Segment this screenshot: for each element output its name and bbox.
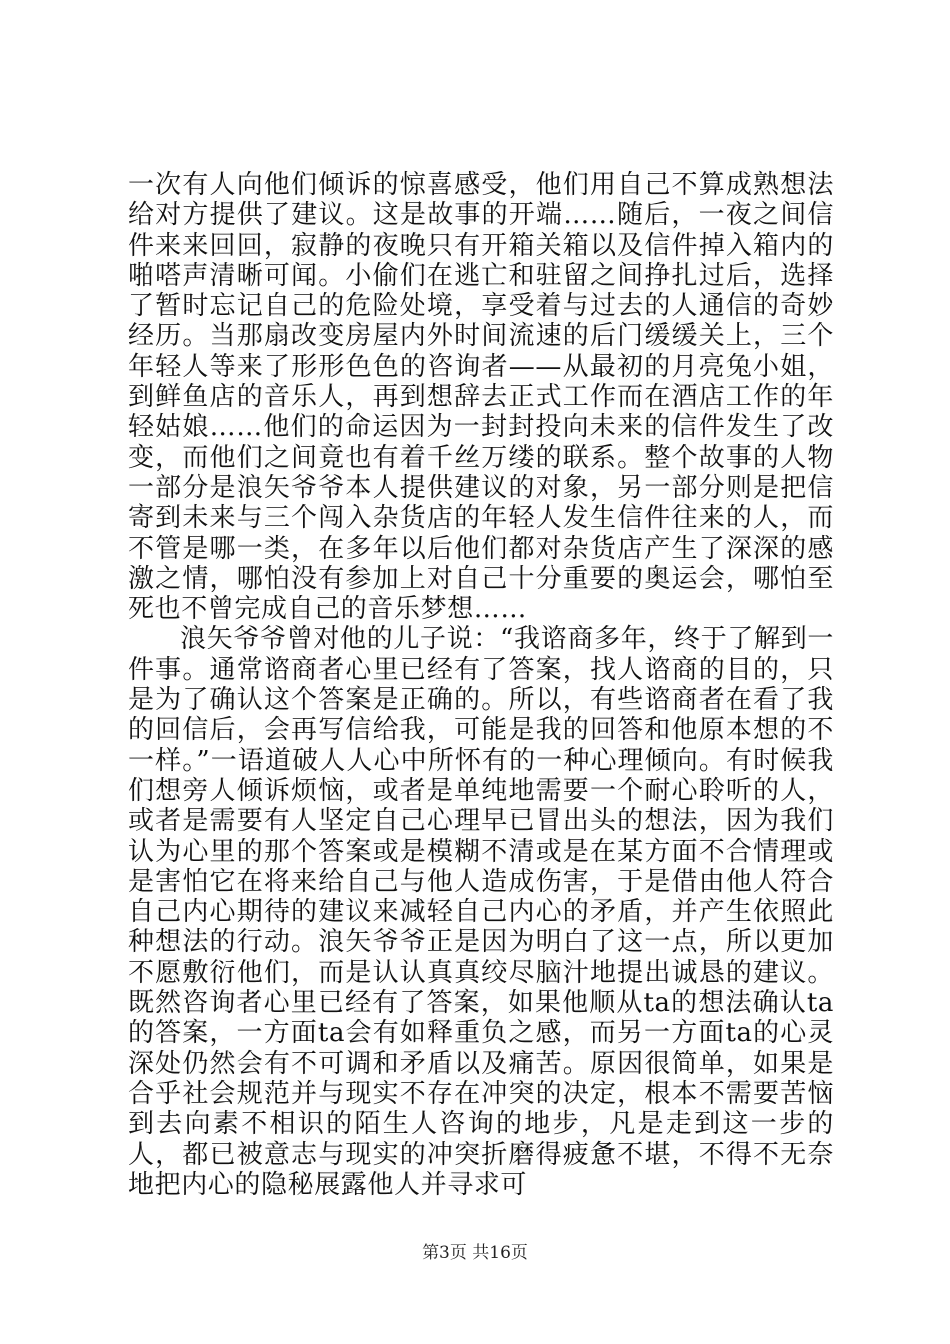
paragraph-2: 浪矢爷爷曾对他的儿子说：“我谘商多年，终于了解到一件事。通常谘商者心里已经有了答案，找人谘商的目的，只是为了确认这个答案是正确的。所以，有些谘商者在看了我的回信后，会再写信给我，可能是我的回答和他原本想的不一样。”一语道破人人心中所怀有的一种心理倾向。有时候我们想旁人倾诉烦恼，或者是单纯地需要一个耐心聆听的人，或者是需要有人坚定自己心理早已冒出头的想法，因为我们认为心里的那个答案或是模糊不清或是在某方面不合情理或是害怕它在将来给自己与他人造成伤害，于是借由他人符合自己内心期待的建议来减轻自己内心的矛盾，并产生依照此种想法的行动。浪矢爷爷正是因为明白了这一点，所以更加不愿敷衍他们，而是认认真真绞尽脑汁地提出诚恳的建议。既然咨询者心里已经有了答案，如果他顺从ta的想法确认ta的答案，一方面ta会有如释重负之感，而另一方面ta的心灵深处仍然会有不可调和矛盾以及痛苦。原因很简单，如果是合乎社会规范并与现实不存在冲突的决定，根本不需要苦恼到去向素不相识的陌生人咨询的地步，凡是走到这一步的人，都已被意志与现实的冲突折磨得疲惫不堪，不得不无奈地把内心的隐秘展露他人并寻求可 xyxy=(128,624,834,1200)
page-number-footer: 第3页 共16页 xyxy=(422,1243,528,1263)
body-text xyxy=(128,170,834,1200)
paragraph-1: 一次有人向他们倾诉的惊喜感受，他们用自己不算成熟想法给对方提供了建议。这是故事的开端……随后，一夜之间信件来来回回，寂静的夜晚只有开箱关箱以及信件掉入箱内的啪嗒声清晰可闻。小偷们在逃亡和驻留之间挣扎过后，选择了暂时忘记自己的危险处境，享受着与过去的人通信的奇妙经历。当那扇改变房屋内外时间流速的后门缓缓关上，三个年轻人等来了形形色色的咨询者——从最初的月亮兔小姐，到鲜鱼店的音乐人，再到想辞去正式工作而在酒店工作的年轻姑娘……他们的命运因为一封封投向未来的信件发生了改变，而他们之间竟也有着千丝万缕的联系。整个故事的人物一部分是浪矢爷爷本人提供建议的对象，另一部分则是把信寄到未来与三个闯入杂货店的年轻人发生信件往来的人，而不管是哪一类，在多年以后他们都对杂货店产生了深深的感激之情，哪怕没有参加上对自己十分重要的奥运会，哪怕至死也不曾完成自己的音乐梦想…… xyxy=(128,170,834,625)
